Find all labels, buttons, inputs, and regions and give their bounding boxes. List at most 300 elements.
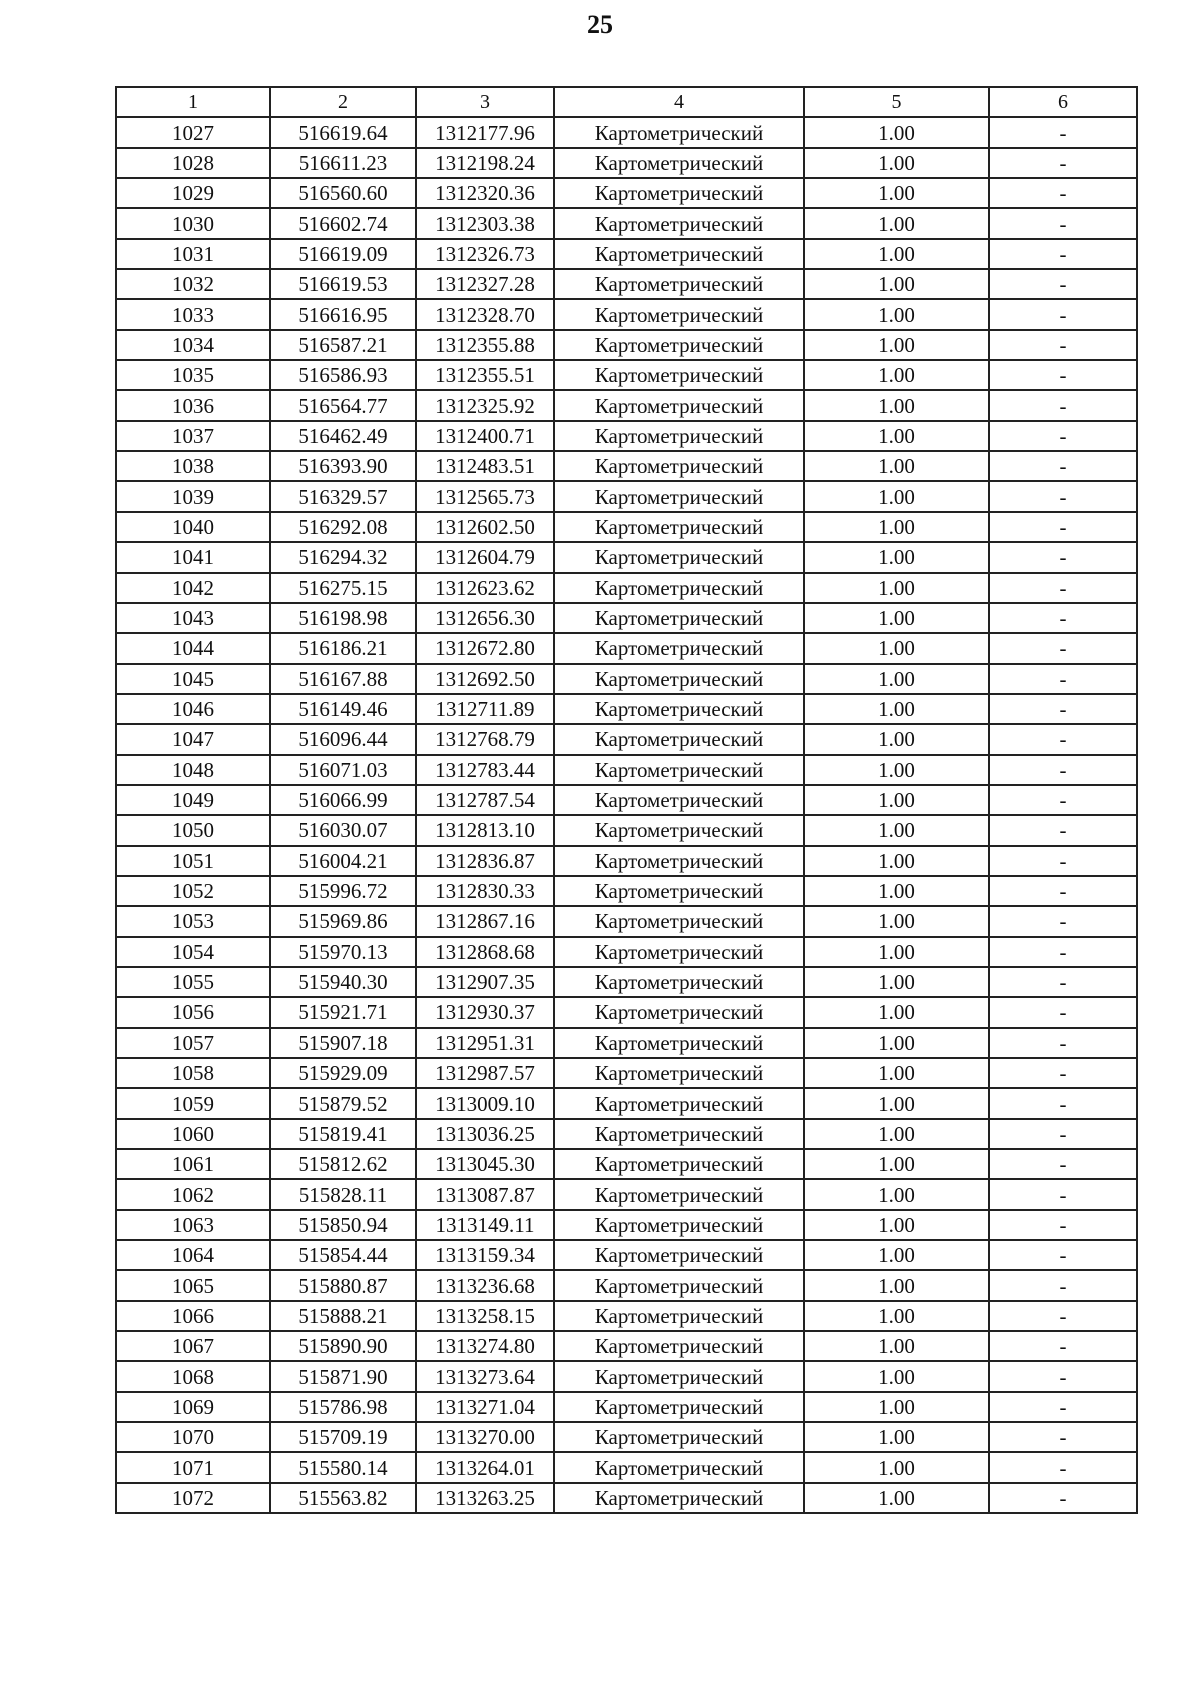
point-number-cell: 1066 <box>116 1301 270 1331</box>
y-coordinate-cell: 1312907.35 <box>416 967 554 997</box>
accuracy-cell: 1.00 <box>804 148 989 178</box>
accuracy-cell: 1.00 <box>804 1452 989 1482</box>
description-cell: - <box>989 694 1137 724</box>
table-row <box>116 1483 1137 1513</box>
y-coordinate-cell: 1312768.79 <box>416 724 554 754</box>
column-header: 1 <box>116 87 270 117</box>
y-coordinate-cell: 1313270.00 <box>416 1422 554 1452</box>
x-coordinate-cell: 516329.57 <box>270 481 416 511</box>
accuracy-cell: 1.00 <box>804 694 989 724</box>
method-cell: Картометрический <box>554 1361 804 1391</box>
column-header: 2 <box>270 87 416 117</box>
accuracy-cell: 1.00 <box>804 997 989 1027</box>
y-coordinate-cell: 1313274.80 <box>416 1331 554 1361</box>
x-coordinate-cell: 516292.08 <box>270 512 416 542</box>
y-coordinate-cell: 1312400.71 <box>416 421 554 451</box>
x-coordinate-cell: 516393.90 <box>270 451 416 481</box>
y-coordinate-cell: 1313263.25 <box>416 1483 554 1513</box>
table-row <box>116 117 1137 147</box>
table-row <box>116 360 1137 390</box>
point-number-cell: 1056 <box>116 997 270 1027</box>
y-coordinate-cell: 1312711.89 <box>416 694 554 724</box>
point-number-cell: 1048 <box>116 755 270 785</box>
point-number-cell: 1062 <box>116 1179 270 1209</box>
x-coordinate-cell: 516602.74 <box>270 208 416 238</box>
x-coordinate-cell: 516619.53 <box>270 269 416 299</box>
y-coordinate-cell: 1312565.73 <box>416 481 554 511</box>
description-cell: - <box>989 1361 1137 1391</box>
point-number-cell: 1051 <box>116 846 270 876</box>
accuracy-cell: 1.00 <box>804 755 989 785</box>
point-number-cell: 1047 <box>116 724 270 754</box>
y-coordinate-cell: 1312623.62 <box>416 573 554 603</box>
method-cell: Картометрический <box>554 1119 804 1149</box>
point-number-cell: 1030 <box>116 208 270 238</box>
accuracy-cell: 1.00 <box>804 1483 989 1513</box>
y-coordinate-cell: 1313087.87 <box>416 1179 554 1209</box>
point-number-cell: 1069 <box>116 1392 270 1422</box>
x-coordinate-cell: 515850.94 <box>270 1210 416 1240</box>
table-row <box>116 421 1137 451</box>
accuracy-cell: 1.00 <box>804 1392 989 1422</box>
method-cell: Картометрический <box>554 481 804 511</box>
table-row <box>116 1331 1137 1361</box>
table-row <box>116 1058 1137 1088</box>
y-coordinate-cell: 1312325.92 <box>416 390 554 420</box>
y-coordinate-cell: 1313045.30 <box>416 1149 554 1179</box>
x-coordinate-cell: 515786.98 <box>270 1392 416 1422</box>
y-coordinate-cell: 1312692.50 <box>416 664 554 694</box>
point-number-cell: 1034 <box>116 330 270 360</box>
accuracy-cell: 1.00 <box>804 1179 989 1209</box>
x-coordinate-cell: 516275.15 <box>270 573 416 603</box>
table-row <box>116 1179 1137 1209</box>
x-coordinate-cell: 516586.93 <box>270 360 416 390</box>
table-row <box>116 906 1137 936</box>
y-coordinate-cell: 1312320.36 <box>416 178 554 208</box>
method-cell: Картометрический <box>554 1392 804 1422</box>
method-cell: Картометрический <box>554 269 804 299</box>
point-number-cell: 1065 <box>116 1270 270 1300</box>
description-cell: - <box>989 542 1137 572</box>
method-cell: Картометрический <box>554 664 804 694</box>
table-row <box>116 148 1137 178</box>
description-cell: - <box>989 1028 1137 1058</box>
method-cell: Картометрический <box>554 451 804 481</box>
accuracy-cell: 1.00 <box>804 512 989 542</box>
point-number-cell: 1041 <box>116 542 270 572</box>
y-coordinate-cell: 1312787.54 <box>416 785 554 815</box>
table-row <box>116 542 1137 572</box>
method-cell: Картометрический <box>554 117 804 147</box>
method-cell: Картометрический <box>554 421 804 451</box>
x-coordinate-cell: 516564.77 <box>270 390 416 420</box>
method-cell: Картометрический <box>554 299 804 329</box>
accuracy-cell: 1.00 <box>804 1028 989 1058</box>
description-cell: - <box>989 724 1137 754</box>
method-cell: Картометрический <box>554 390 804 420</box>
point-number-cell: 1036 <box>116 390 270 420</box>
y-coordinate-cell: 1312303.38 <box>416 208 554 238</box>
y-coordinate-cell: 1313264.01 <box>416 1452 554 1482</box>
x-coordinate-cell: 516071.03 <box>270 755 416 785</box>
accuracy-cell: 1.00 <box>804 269 989 299</box>
y-coordinate-cell: 1312813.10 <box>416 815 554 845</box>
x-coordinate-cell: 515888.21 <box>270 1301 416 1331</box>
y-coordinate-cell: 1313036.25 <box>416 1119 554 1149</box>
accuracy-cell: 1.00 <box>804 1240 989 1270</box>
y-coordinate-cell: 1313149.11 <box>416 1210 554 1240</box>
x-coordinate-cell: 516616.95 <box>270 299 416 329</box>
method-cell: Картометрический <box>554 1452 804 1482</box>
description-cell: - <box>989 360 1137 390</box>
description-cell: - <box>989 390 1137 420</box>
description-cell: - <box>989 117 1137 147</box>
table-row <box>116 603 1137 633</box>
point-number-cell: 1071 <box>116 1452 270 1482</box>
y-coordinate-cell: 1312355.88 <box>416 330 554 360</box>
method-cell: Картометрический <box>554 1210 804 1240</box>
y-coordinate-cell: 1312177.96 <box>416 117 554 147</box>
method-cell: Картометрический <box>554 239 804 269</box>
point-number-cell: 1045 <box>116 664 270 694</box>
method-cell: Картометрический <box>554 1149 804 1179</box>
table-row <box>116 1149 1137 1179</box>
method-cell: Картометрический <box>554 876 804 906</box>
method-cell: Картометрический <box>554 1088 804 1118</box>
description-cell: - <box>989 178 1137 208</box>
method-cell: Картометрический <box>554 1422 804 1452</box>
x-coordinate-cell: 515854.44 <box>270 1240 416 1270</box>
column-header: 3 <box>416 87 554 117</box>
method-cell: Картометрический <box>554 633 804 663</box>
point-number-cell: 1043 <box>116 603 270 633</box>
x-coordinate-cell: 515871.90 <box>270 1361 416 1391</box>
accuracy-cell: 1.00 <box>804 421 989 451</box>
description-cell: - <box>989 876 1137 906</box>
y-coordinate-cell: 1313009.10 <box>416 1088 554 1118</box>
x-coordinate-cell: 516066.99 <box>270 785 416 815</box>
x-coordinate-cell: 515970.13 <box>270 937 416 967</box>
point-number-cell: 1035 <box>116 360 270 390</box>
y-coordinate-cell: 1312483.51 <box>416 451 554 481</box>
table-row <box>116 997 1137 1027</box>
accuracy-cell: 1.00 <box>804 1210 989 1240</box>
table-row <box>116 1088 1137 1118</box>
method-cell: Картометрический <box>554 694 804 724</box>
table-row <box>116 451 1137 481</box>
description-cell: - <box>989 937 1137 967</box>
description-cell: - <box>989 1058 1137 1088</box>
method-cell: Картометрический <box>554 937 804 967</box>
description-cell: - <box>989 785 1137 815</box>
table-row <box>116 664 1137 694</box>
accuracy-cell: 1.00 <box>804 967 989 997</box>
point-number-cell: 1060 <box>116 1119 270 1149</box>
point-number-cell: 1038 <box>116 451 270 481</box>
y-coordinate-cell: 1312930.37 <box>416 997 554 1027</box>
y-coordinate-cell: 1312327.28 <box>416 269 554 299</box>
table-row <box>116 694 1137 724</box>
accuracy-cell: 1.00 <box>804 1331 989 1361</box>
point-number-cell: 1042 <box>116 573 270 603</box>
x-coordinate-cell: 515879.52 <box>270 1088 416 1118</box>
point-number-cell: 1058 <box>116 1058 270 1088</box>
point-number-cell: 1032 <box>116 269 270 299</box>
description-cell: - <box>989 1331 1137 1361</box>
point-number-cell: 1046 <box>116 694 270 724</box>
method-cell: Картометрический <box>554 997 804 1027</box>
table-row <box>116 1119 1137 1149</box>
table-row <box>116 299 1137 329</box>
y-coordinate-cell: 1312355.51 <box>416 360 554 390</box>
method-cell: Картометрический <box>554 1270 804 1300</box>
accuracy-cell: 1.00 <box>804 1422 989 1452</box>
description-cell: - <box>989 421 1137 451</box>
y-coordinate-cell: 1312987.57 <box>416 1058 554 1088</box>
accuracy-cell: 1.00 <box>804 178 989 208</box>
point-number-cell: 1039 <box>116 481 270 511</box>
description-cell: - <box>989 846 1137 876</box>
method-cell: Картометрический <box>554 846 804 876</box>
description-cell: - <box>989 664 1137 694</box>
y-coordinate-cell: 1313159.34 <box>416 1240 554 1270</box>
x-coordinate-cell: 515940.30 <box>270 967 416 997</box>
table-row <box>116 937 1137 967</box>
accuracy-cell: 1.00 <box>804 239 989 269</box>
y-coordinate-cell: 1313273.64 <box>416 1361 554 1391</box>
description-cell: - <box>989 239 1137 269</box>
method-cell: Картометрический <box>554 1179 804 1209</box>
description-cell: - <box>989 1422 1137 1452</box>
point-number-cell: 1055 <box>116 967 270 997</box>
table-row <box>116 481 1137 511</box>
table-row <box>116 178 1137 208</box>
description-cell: - <box>989 1301 1137 1331</box>
method-cell: Картометрический <box>554 148 804 178</box>
accuracy-cell: 1.00 <box>804 603 989 633</box>
table-row <box>116 1210 1137 1240</box>
method-cell: Картометрический <box>554 1483 804 1513</box>
description-cell: - <box>989 1149 1137 1179</box>
accuracy-cell: 1.00 <box>804 785 989 815</box>
table-row <box>116 239 1137 269</box>
method-cell: Картометрический <box>554 1301 804 1331</box>
method-cell: Картометрический <box>554 178 804 208</box>
table-row <box>116 1270 1137 1300</box>
accuracy-cell: 1.00 <box>804 1058 989 1088</box>
coordinates-table <box>115 86 1138 1514</box>
x-coordinate-cell: 515580.14 <box>270 1452 416 1482</box>
description-cell: - <box>989 1270 1137 1300</box>
accuracy-cell: 1.00 <box>804 1270 989 1300</box>
point-number-cell: 1057 <box>116 1028 270 1058</box>
x-coordinate-cell: 516186.21 <box>270 633 416 663</box>
point-number-cell: 1067 <box>116 1331 270 1361</box>
x-coordinate-cell: 516198.98 <box>270 603 416 633</box>
x-coordinate-cell: 516611.23 <box>270 148 416 178</box>
y-coordinate-cell: 1312783.44 <box>416 755 554 785</box>
accuracy-cell: 1.00 <box>804 724 989 754</box>
point-number-cell: 1027 <box>116 117 270 147</box>
point-number-cell: 1033 <box>116 299 270 329</box>
table-row <box>116 1301 1137 1331</box>
x-coordinate-cell: 516587.21 <box>270 330 416 360</box>
accuracy-cell: 1.00 <box>804 117 989 147</box>
x-coordinate-cell: 515996.72 <box>270 876 416 906</box>
point-number-cell: 1049 <box>116 785 270 815</box>
point-number-cell: 1064 <box>116 1240 270 1270</box>
description-cell: - <box>989 1392 1137 1422</box>
table-row <box>116 815 1137 845</box>
method-cell: Картометрический <box>554 603 804 633</box>
accuracy-cell: 1.00 <box>804 330 989 360</box>
table-row <box>116 785 1137 815</box>
description-cell: - <box>989 269 1137 299</box>
point-number-cell: 1044 <box>116 633 270 663</box>
y-coordinate-cell: 1313258.15 <box>416 1301 554 1331</box>
x-coordinate-cell: 515819.41 <box>270 1119 416 1149</box>
description-cell: - <box>989 299 1137 329</box>
point-number-cell: 1053 <box>116 906 270 936</box>
point-number-cell: 1054 <box>116 937 270 967</box>
y-coordinate-cell: 1313271.04 <box>416 1392 554 1422</box>
x-coordinate-cell: 516462.49 <box>270 421 416 451</box>
y-coordinate-cell: 1312951.31 <box>416 1028 554 1058</box>
description-cell: - <box>989 997 1137 1027</box>
x-coordinate-cell: 516167.88 <box>270 664 416 694</box>
x-coordinate-cell: 516004.21 <box>270 846 416 876</box>
y-coordinate-cell: 1312672.80 <box>416 633 554 663</box>
x-coordinate-cell: 516619.09 <box>270 239 416 269</box>
table-row <box>116 633 1137 663</box>
y-coordinate-cell: 1312830.33 <box>416 876 554 906</box>
table-row <box>116 967 1137 997</box>
table-body <box>116 87 1137 1513</box>
y-coordinate-cell: 1312656.30 <box>416 603 554 633</box>
point-number-cell: 1037 <box>116 421 270 451</box>
x-coordinate-cell: 515929.09 <box>270 1058 416 1088</box>
accuracy-cell: 1.00 <box>804 664 989 694</box>
table-row <box>116 1028 1137 1058</box>
table-header-row <box>116 87 1137 117</box>
accuracy-cell: 1.00 <box>804 542 989 572</box>
description-cell: - <box>989 148 1137 178</box>
accuracy-cell: 1.00 <box>804 815 989 845</box>
method-cell: Картометрический <box>554 967 804 997</box>
y-coordinate-cell: 1312836.87 <box>416 846 554 876</box>
accuracy-cell: 1.00 <box>804 876 989 906</box>
y-coordinate-cell: 1312604.79 <box>416 542 554 572</box>
method-cell: Картометрический <box>554 815 804 845</box>
method-cell: Картометрический <box>554 330 804 360</box>
table-row <box>116 512 1137 542</box>
description-cell: - <box>989 208 1137 238</box>
table-row <box>116 755 1137 785</box>
description-cell: - <box>989 1483 1137 1513</box>
method-cell: Картометрический <box>554 906 804 936</box>
method-cell: Картометрический <box>554 208 804 238</box>
method-cell: Картометрический <box>554 724 804 754</box>
point-number-cell: 1059 <box>116 1088 270 1118</box>
table-row <box>116 1392 1137 1422</box>
table-row <box>116 573 1137 603</box>
x-coordinate-cell: 515969.86 <box>270 906 416 936</box>
point-number-cell: 1028 <box>116 148 270 178</box>
y-coordinate-cell: 1312328.70 <box>416 299 554 329</box>
accuracy-cell: 1.00 <box>804 633 989 663</box>
x-coordinate-cell: 516294.32 <box>270 542 416 572</box>
point-number-cell: 1061 <box>116 1149 270 1179</box>
point-number-cell: 1031 <box>116 239 270 269</box>
accuracy-cell: 1.00 <box>804 937 989 967</box>
x-coordinate-cell: 515880.87 <box>270 1270 416 1300</box>
description-cell: - <box>989 1179 1137 1209</box>
description-cell: - <box>989 755 1137 785</box>
accuracy-cell: 1.00 <box>804 1149 989 1179</box>
accuracy-cell: 1.00 <box>804 451 989 481</box>
method-cell: Картометрический <box>554 1240 804 1270</box>
point-number-cell: 1072 <box>116 1483 270 1513</box>
x-coordinate-cell: 515828.11 <box>270 1179 416 1209</box>
point-number-cell: 1068 <box>116 1361 270 1391</box>
description-cell: - <box>989 967 1137 997</box>
column-header: 6 <box>989 87 1137 117</box>
y-coordinate-cell: 1312326.73 <box>416 239 554 269</box>
x-coordinate-cell: 516619.64 <box>270 117 416 147</box>
description-cell: - <box>989 330 1137 360</box>
page-number: 25 <box>587 10 613 39</box>
point-number-cell: 1052 <box>116 876 270 906</box>
accuracy-cell: 1.00 <box>804 481 989 511</box>
description-cell: - <box>989 573 1137 603</box>
accuracy-cell: 1.00 <box>804 846 989 876</box>
method-cell: Картометрический <box>554 542 804 572</box>
method-cell: Картометрический <box>554 785 804 815</box>
table-row <box>116 390 1137 420</box>
column-header: 5 <box>804 87 989 117</box>
method-cell: Картометрический <box>554 1331 804 1361</box>
table-row <box>116 1422 1137 1452</box>
y-coordinate-cell: 1313236.68 <box>416 1270 554 1300</box>
y-coordinate-cell: 1312868.68 <box>416 937 554 967</box>
table-row <box>116 1361 1137 1391</box>
x-coordinate-cell: 515812.62 <box>270 1149 416 1179</box>
method-cell: Картометрический <box>554 512 804 542</box>
x-coordinate-cell: 515563.82 <box>270 1483 416 1513</box>
method-cell: Картометрический <box>554 573 804 603</box>
table-row <box>116 208 1137 238</box>
x-coordinate-cell: 516560.60 <box>270 178 416 208</box>
description-cell: - <box>989 451 1137 481</box>
x-coordinate-cell: 516096.44 <box>270 724 416 754</box>
method-cell: Картометрический <box>554 755 804 785</box>
accuracy-cell: 1.00 <box>804 390 989 420</box>
description-cell: - <box>989 1210 1137 1240</box>
table-row <box>116 1452 1137 1482</box>
x-coordinate-cell: 515921.71 <box>270 997 416 1027</box>
method-cell: Картометрический <box>554 1028 804 1058</box>
method-cell: Картометрический <box>554 360 804 390</box>
description-cell: - <box>989 906 1137 936</box>
y-coordinate-cell: 1312602.50 <box>416 512 554 542</box>
description-cell: - <box>989 481 1137 511</box>
accuracy-cell: 1.00 <box>804 1119 989 1149</box>
description-cell: - <box>989 603 1137 633</box>
x-coordinate-cell: 515907.18 <box>270 1028 416 1058</box>
table-row <box>116 846 1137 876</box>
accuracy-cell: 1.00 <box>804 1361 989 1391</box>
